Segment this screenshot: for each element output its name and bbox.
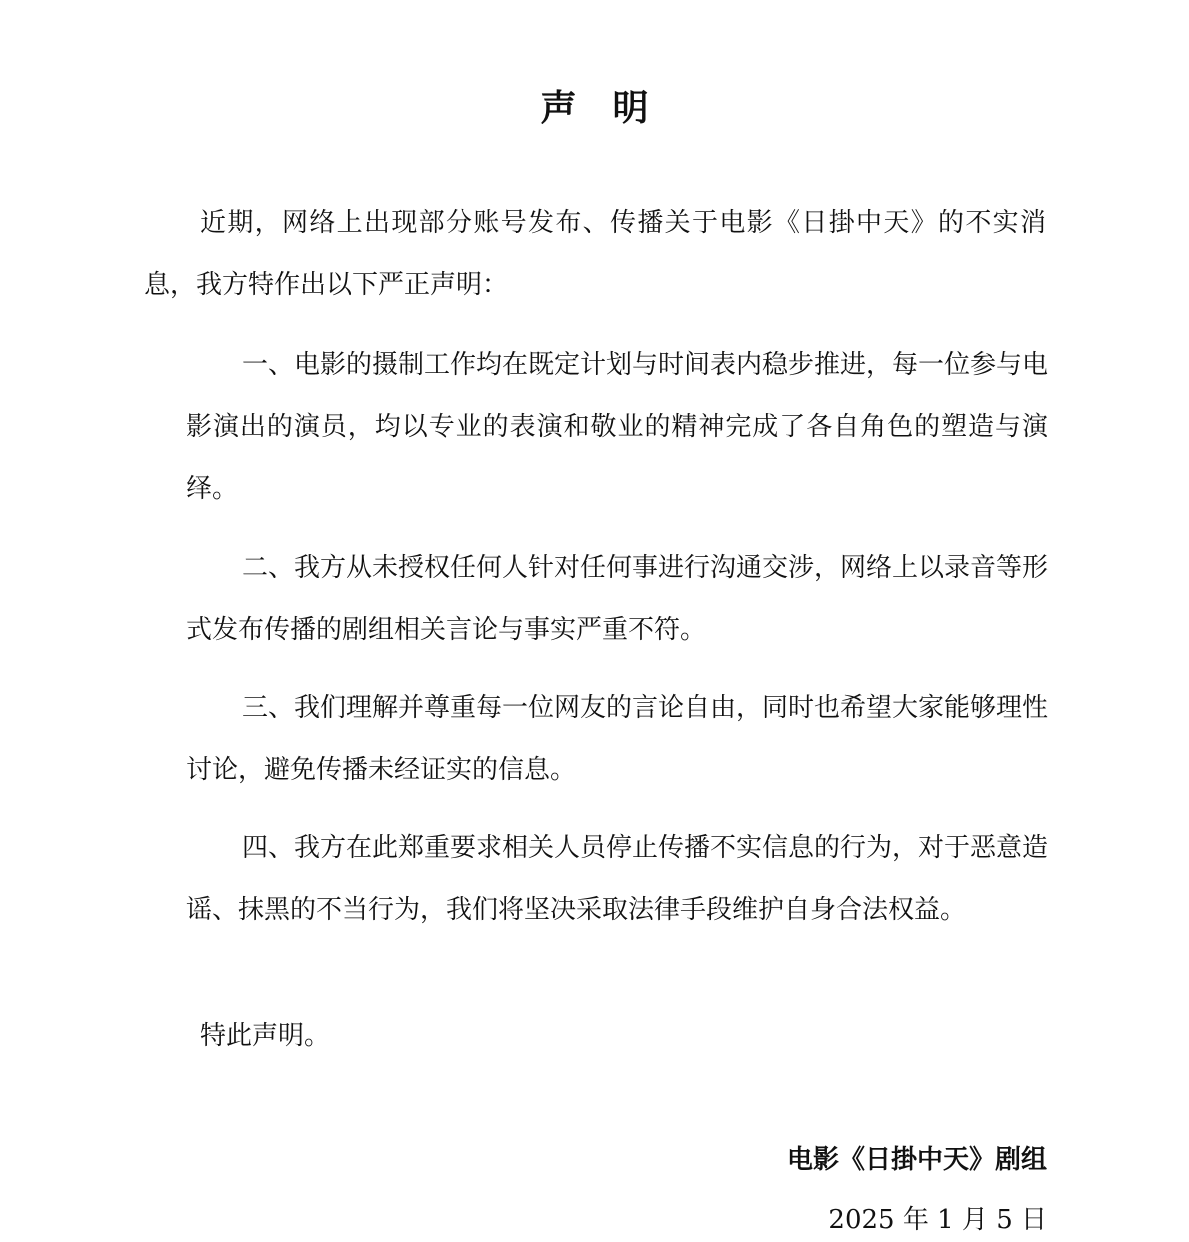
- statement-item-1: 一、电影的摄制工作均在既定计划与时间表内稳步推进，每一位参与电影演出的演员，均以专业的表演和敬业的精神完成了各自角色的塑造与演绎。: [186, 350, 1049, 504]
- statement-item-2: 二、我方从未授权任何人针对任何事进行沟通交涉，网络上以录音等形式发布传播的剧组相关言论与事实严重不符。: [186, 553, 1049, 645]
- statement-item-4: 四、我方在此郑重要求相关人员停止传播不实信息的行为，对于恶意造谣、抹黑的不当行为，我们将坚决采取法律手段维护自身合法权益。: [186, 833, 1049, 925]
- document-title: 声明: [540, 87, 685, 130]
- statement-item-3: 三、我们理解并尊重每一位网友的言论自由，同时也希望大家能够理性讨论，避免传播未经证实的信息。: [186, 693, 1049, 785]
- date: 2025 年 1 月 5 日: [828, 1205, 1047, 1235]
- intro-paragraph: 近期，网络上出现部分账号发布、传播关于电影《日掛中天》的不实消息，我方特作出以下严正声明：: [144, 208, 1046, 300]
- signature: 电影《日掛中天》剧组: [786, 1145, 1047, 1175]
- closing-line: 特此声明。: [200, 1021, 331, 1051]
